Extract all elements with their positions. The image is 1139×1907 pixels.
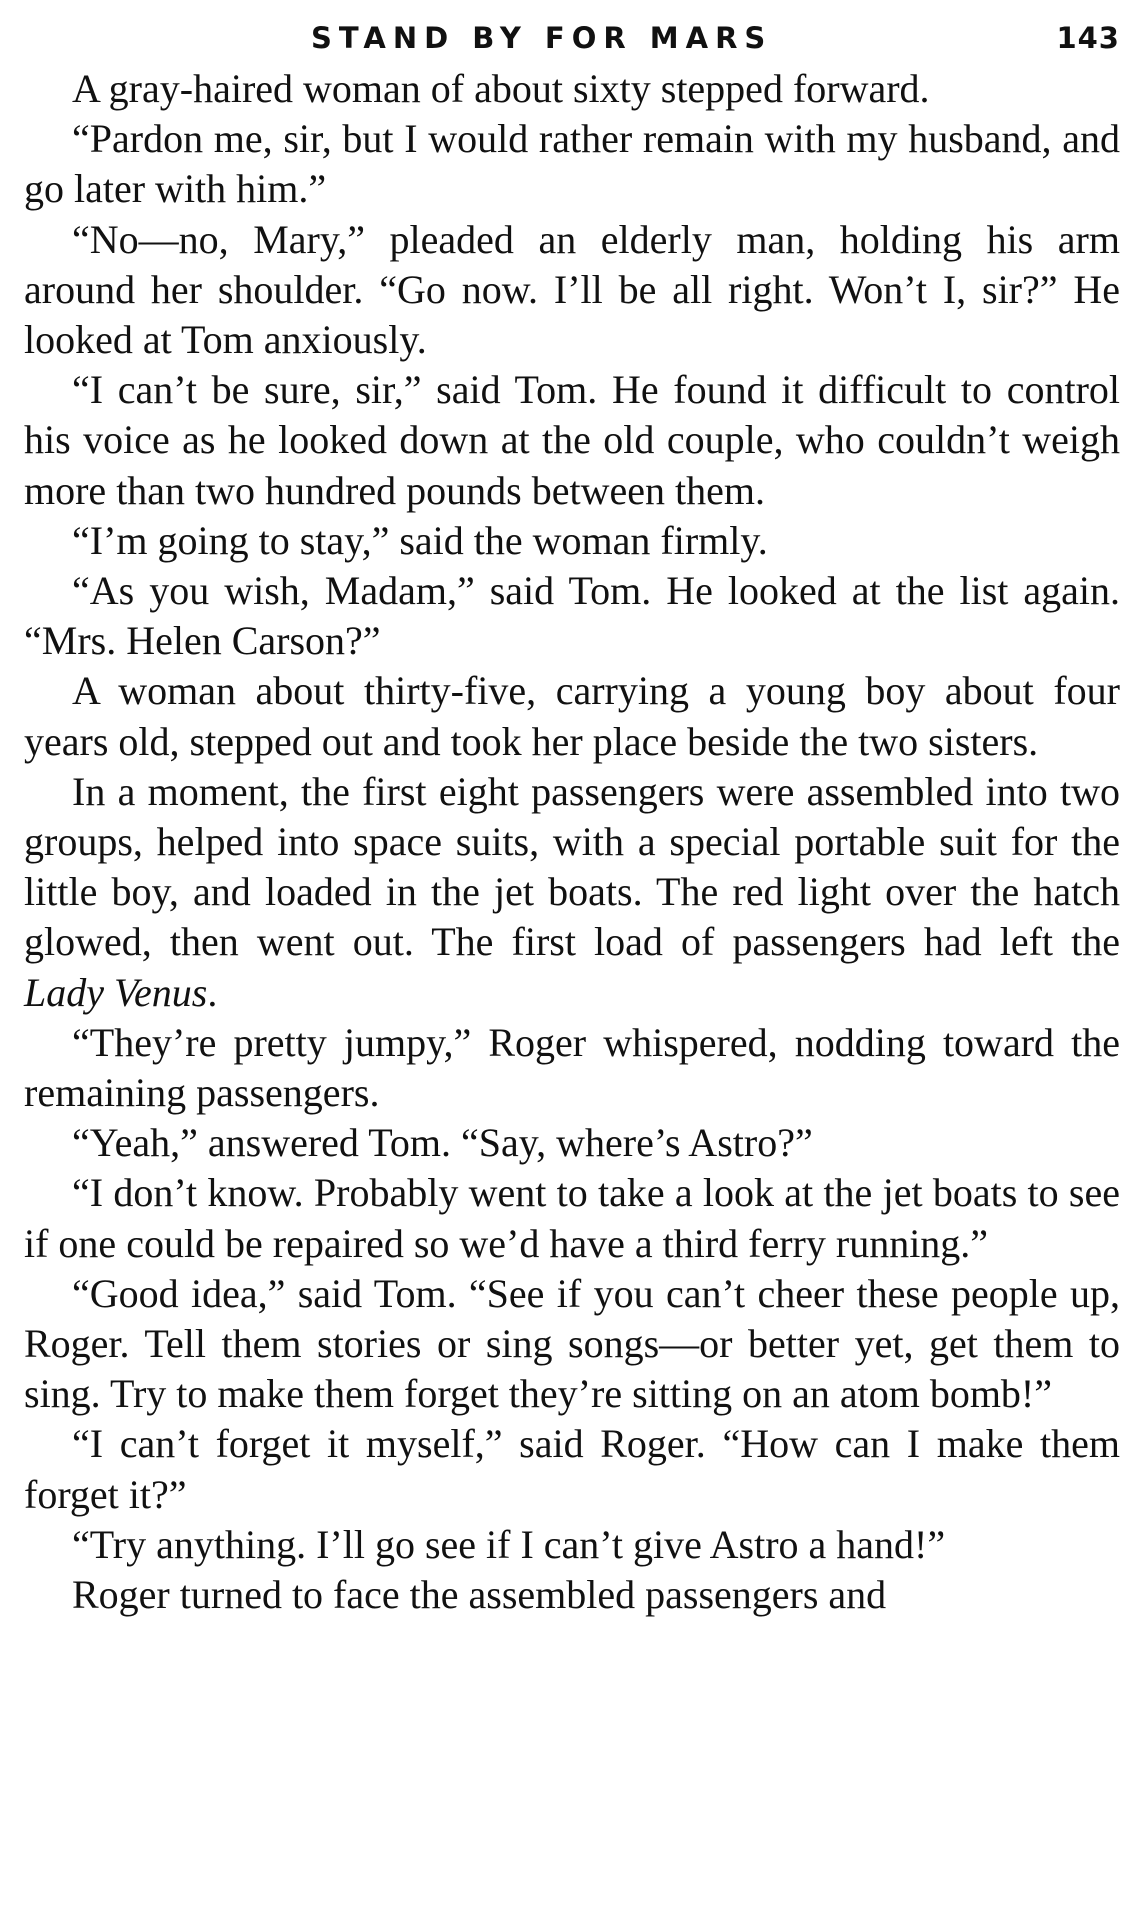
paragraph: Roger turned to face the assembled passengers and [72, 1572, 887, 1618]
body-text [24, 64, 1120, 1620]
paragraph: “No—no, Mary,” pleaded an elderly man, holding his arm around her shoulder. “Go now. I’ll be all right. Won’t I, sir?” He looked at Tom anxiously. [24, 216, 1120, 363]
paragraph: In a moment, the first eight passengers were assembled into two groups, helped into space suits, with a special portable suit for the little boy, and loaded in the jet boats. The red light over the hatch glowed, then went out. The first load of passengers had left the Lady Venus. [24, 768, 1120, 1015]
page-number: 143 [1056, 21, 1120, 55]
paragraph: A gray-haired woman of about sixty stepped forward. [72, 66, 930, 111]
paragraph: “I can’t forget it myself,” said Roger. “How can I make them forget it?” [24, 1421, 1120, 1517]
paragraph: “I don’t know. Probably went to take a look at the jet boats to see if one could be repaired so we’d have a third ferry running.” [24, 1170, 1120, 1266]
paragraph: “Yeah,” answered Tom. “Say, where’s Astro?” [72, 1120, 813, 1166]
paragraph: “Pardon me, sir, but I would rather remain with my husband, and go later with him.” [24, 116, 1120, 212]
paragraph: “I’m going to stay,” said the woman firmly. [72, 517, 768, 563]
paragraph: “I can’t be sure, sir,” said Tom. He found it difficult to control his voice as he looked down at the old couple, who couldn’t weigh more than two hundred pounds between them. [24, 367, 1120, 513]
paragraph: “As you wish, Madam,” said Tom. He looked at the list again. “Mrs. Helen Carson?” [24, 568, 1120, 664]
paragraph: “Good idea,” said Tom. “See if you can’t cheer these people up, Roger. Tell them stories or sing songs—or better yet, get them to sing. Try to make them forget they’re sitting on an atom bomb!” [24, 1270, 1120, 1417]
paragraph: “They’re pretty jumpy,” Roger whispered, nodding toward the remaining passengers. [24, 1019, 1120, 1116]
running-head [24, 18, 1120, 58]
running-title: STAND BY FOR MARS [311, 21, 773, 55]
paragraph: A woman about thirty-five, carrying a young boy about four years old, stepped out and took her place beside the two sisters. [24, 668, 1120, 764]
paragraph: “Try anything. I’ll go see if I can’t give Astro a hand!” [72, 1521, 946, 1567]
ship-name: Lady Venus [24, 969, 208, 1015]
